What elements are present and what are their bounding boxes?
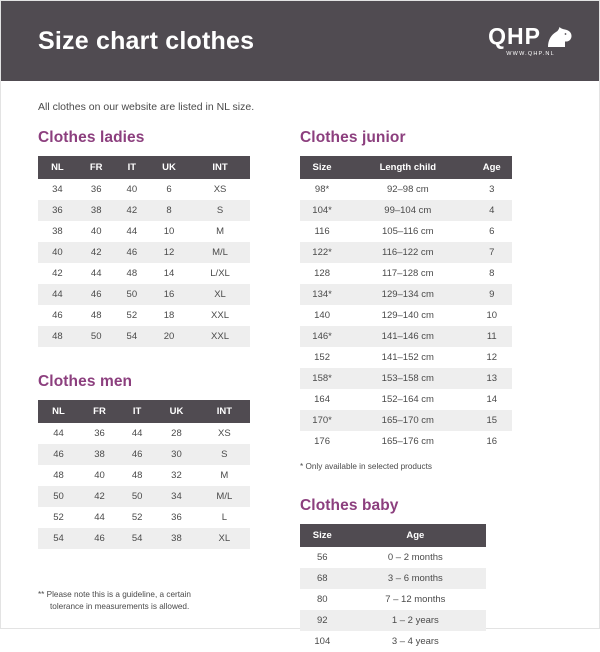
table-row bbox=[38, 221, 250, 242]
left-column bbox=[38, 129, 268, 652]
content-columns bbox=[1, 113, 599, 652]
cell: 34 bbox=[154, 486, 198, 507]
table-row bbox=[300, 284, 512, 305]
guideline-footnote bbox=[38, 589, 268, 614]
cell: 46 bbox=[38, 305, 77, 326]
table-row bbox=[38, 305, 250, 326]
cell: 54 bbox=[116, 326, 148, 347]
cell: 16 bbox=[148, 284, 190, 305]
column-header: FR bbox=[79, 400, 120, 423]
cell: 9 bbox=[472, 284, 513, 305]
right-column bbox=[300, 129, 550, 652]
cell: 158* bbox=[300, 368, 344, 389]
cell: 141–152 cm bbox=[344, 347, 471, 368]
cell: XXL bbox=[190, 326, 250, 347]
column-header: Length child bbox=[344, 156, 471, 179]
cell: 48 bbox=[120, 465, 154, 486]
column-header: IT bbox=[116, 156, 148, 179]
cell: 44 bbox=[38, 284, 77, 305]
column-header: NL bbox=[38, 156, 77, 179]
cell: 15 bbox=[472, 410, 513, 431]
column-header: NL bbox=[38, 400, 79, 423]
cell: 10 bbox=[472, 305, 513, 326]
table-row bbox=[300, 389, 512, 410]
cell: 176 bbox=[300, 431, 344, 452]
table-row bbox=[300, 221, 512, 242]
cell: 10 bbox=[148, 221, 190, 242]
cell: 28 bbox=[154, 423, 198, 444]
cell: 6 bbox=[148, 179, 190, 200]
cell: 13 bbox=[472, 368, 513, 389]
column-header: UK bbox=[148, 156, 190, 179]
cell: 1 – 2 years bbox=[345, 610, 486, 631]
cell: 46 bbox=[79, 528, 120, 549]
cell: 152–164 cm bbox=[344, 389, 471, 410]
table-clothes-ladies bbox=[38, 156, 250, 347]
cell: 128 bbox=[300, 263, 344, 284]
table-row bbox=[300, 242, 512, 263]
cell: M/L bbox=[199, 486, 250, 507]
cell: 4 bbox=[472, 200, 513, 221]
cell: 129–134 cm bbox=[344, 284, 471, 305]
logo-website: WWW.QHP.NL bbox=[506, 51, 555, 57]
cell: 12 bbox=[472, 347, 513, 368]
section-title-ladies: Clothes ladies bbox=[38, 129, 145, 146]
table-header-row bbox=[38, 400, 250, 423]
cell: 50 bbox=[116, 284, 148, 305]
cell: 48 bbox=[38, 326, 77, 347]
cell: 36 bbox=[154, 507, 198, 528]
table-row bbox=[38, 465, 250, 486]
table-row bbox=[38, 326, 250, 347]
cell: 14 bbox=[472, 389, 513, 410]
section-title-men: Clothes men bbox=[38, 373, 133, 390]
cell: 3 – 6 months bbox=[345, 568, 486, 589]
cell: 122* bbox=[300, 242, 344, 263]
cell: 129–140 cm bbox=[344, 305, 471, 326]
table-row bbox=[38, 179, 250, 200]
cell: 36 bbox=[77, 179, 116, 200]
cell: L bbox=[199, 507, 250, 528]
brand-logo bbox=[488, 25, 573, 57]
table-row bbox=[38, 528, 250, 549]
table-row bbox=[300, 263, 512, 284]
cell: M/L bbox=[190, 242, 250, 263]
table-row bbox=[300, 547, 486, 568]
column-header: INT bbox=[199, 400, 250, 423]
cell: 46 bbox=[120, 444, 154, 465]
cell: 36 bbox=[79, 423, 120, 444]
cell: 146* bbox=[300, 326, 344, 347]
cell: 16 bbox=[472, 431, 513, 452]
cell: 40 bbox=[79, 465, 120, 486]
intro-text: All clothes on our website are listed in NL size. bbox=[38, 101, 255, 113]
cell: 170* bbox=[300, 410, 344, 431]
section-title-junior: Clothes junior bbox=[300, 129, 406, 146]
cell: 153–158 cm bbox=[344, 368, 471, 389]
cell: 46 bbox=[38, 444, 79, 465]
cell: 48 bbox=[77, 305, 116, 326]
cell: M bbox=[190, 221, 250, 242]
cell: 54 bbox=[38, 528, 79, 549]
cell: 99–104 cm bbox=[344, 200, 471, 221]
cell: 0 – 2 months bbox=[345, 547, 486, 568]
table-header-row bbox=[300, 524, 486, 547]
column-header: Size bbox=[300, 524, 345, 547]
cell: 8 bbox=[148, 200, 190, 221]
junior-note: * Only available in selected products bbox=[300, 462, 432, 471]
cell: 50 bbox=[38, 486, 79, 507]
cell: 92 bbox=[300, 610, 345, 631]
cell: 34 bbox=[38, 179, 77, 200]
cell: 105–116 cm bbox=[344, 221, 471, 242]
cell: 32 bbox=[154, 465, 198, 486]
cell: 3 bbox=[472, 179, 513, 200]
cell: XS bbox=[199, 423, 250, 444]
cell: 3 – 4 years bbox=[345, 631, 486, 652]
table-row bbox=[300, 631, 486, 652]
table-row bbox=[300, 326, 512, 347]
column-header: Age bbox=[345, 524, 486, 547]
cell: 38 bbox=[38, 221, 77, 242]
cell: 38 bbox=[77, 200, 116, 221]
table-row bbox=[300, 431, 512, 452]
table-clothes-men bbox=[38, 400, 250, 549]
cell: 44 bbox=[38, 423, 79, 444]
cell: 12 bbox=[148, 242, 190, 263]
cell: 116–122 cm bbox=[344, 242, 471, 263]
cell: 48 bbox=[38, 465, 79, 486]
cell: 18 bbox=[148, 305, 190, 326]
section-title-baby: Clothes baby bbox=[300, 497, 399, 514]
cell: S bbox=[190, 200, 250, 221]
page-title: Size chart clothes bbox=[38, 26, 255, 55]
cell: 42 bbox=[38, 263, 77, 284]
page-header bbox=[1, 1, 599, 81]
column-header: Age bbox=[472, 156, 513, 179]
table-row bbox=[38, 423, 250, 444]
cell: 20 bbox=[148, 326, 190, 347]
footnote-line-2: tolerance in measurements is allowed. bbox=[50, 602, 190, 612]
cell: 140 bbox=[300, 305, 344, 326]
cell: 104* bbox=[300, 200, 344, 221]
cell: 42 bbox=[116, 200, 148, 221]
cell: 7 bbox=[472, 242, 513, 263]
cell: 44 bbox=[79, 507, 120, 528]
cell: S bbox=[199, 444, 250, 465]
cell: 48 bbox=[116, 263, 148, 284]
cell: XL bbox=[190, 284, 250, 305]
cell: 14 bbox=[148, 263, 190, 284]
cell: 98* bbox=[300, 179, 344, 200]
cell: 40 bbox=[38, 242, 77, 263]
column-header: Size bbox=[300, 156, 344, 179]
cell: 164 bbox=[300, 389, 344, 410]
cell: 40 bbox=[116, 179, 148, 200]
logo-wordmark: QHP bbox=[488, 23, 541, 49]
table-header-row bbox=[38, 156, 250, 179]
cell: XXL bbox=[190, 305, 250, 326]
column-header: INT bbox=[190, 156, 250, 179]
table-row bbox=[300, 200, 512, 221]
cell: 46 bbox=[77, 284, 116, 305]
cell: 116 bbox=[300, 221, 344, 242]
cell: 165–170 cm bbox=[344, 410, 471, 431]
table-row bbox=[300, 410, 512, 431]
cell: L/XL bbox=[190, 263, 250, 284]
table-row bbox=[38, 242, 250, 263]
horse-head-icon bbox=[545, 26, 573, 48]
cell: 11 bbox=[472, 326, 513, 347]
table-row bbox=[300, 347, 512, 368]
cell: 50 bbox=[77, 326, 116, 347]
cell: 8 bbox=[472, 263, 513, 284]
table-row bbox=[300, 368, 512, 389]
cell: XS bbox=[190, 179, 250, 200]
table-row bbox=[300, 610, 486, 631]
cell: 6 bbox=[472, 221, 513, 242]
cell: 50 bbox=[120, 486, 154, 507]
table-clothes-junior bbox=[300, 156, 512, 452]
cell: 165–176 cm bbox=[344, 431, 471, 452]
cell: XL bbox=[199, 528, 250, 549]
cell: 141–146 cm bbox=[344, 326, 471, 347]
table-row bbox=[38, 284, 250, 305]
cell: 54 bbox=[120, 528, 154, 549]
table-row bbox=[300, 179, 512, 200]
cell: 80 bbox=[300, 589, 345, 610]
table-row bbox=[38, 507, 250, 528]
cell: 30 bbox=[154, 444, 198, 465]
cell: 92–98 cm bbox=[344, 179, 471, 200]
column-header: FR bbox=[77, 156, 116, 179]
cell: 46 bbox=[116, 242, 148, 263]
cell: 52 bbox=[116, 305, 148, 326]
table-row bbox=[38, 263, 250, 284]
cell: 52 bbox=[120, 507, 154, 528]
cell: 56 bbox=[300, 547, 345, 568]
cell: 36 bbox=[38, 200, 77, 221]
cell: 52 bbox=[38, 507, 79, 528]
cell: M bbox=[199, 465, 250, 486]
cell: 7 – 12 months bbox=[345, 589, 486, 610]
table-row bbox=[38, 200, 250, 221]
cell: 44 bbox=[120, 423, 154, 444]
cell: 44 bbox=[116, 221, 148, 242]
cell: 38 bbox=[154, 528, 198, 549]
table-row bbox=[38, 486, 250, 507]
table-row bbox=[300, 589, 486, 610]
footnote-line-1: ** Please note this is a guideline, a certain bbox=[38, 590, 191, 599]
cell: 42 bbox=[79, 486, 120, 507]
cell: 104 bbox=[300, 631, 345, 652]
cell: 117–128 cm bbox=[344, 263, 471, 284]
cell: 134* bbox=[300, 284, 344, 305]
column-header: UK bbox=[154, 400, 198, 423]
table-row bbox=[300, 568, 486, 589]
cell: 42 bbox=[77, 242, 116, 263]
cell: 68 bbox=[300, 568, 345, 589]
cell: 40 bbox=[77, 221, 116, 242]
table-row bbox=[38, 444, 250, 465]
table-header-row bbox=[300, 156, 512, 179]
table-row bbox=[300, 305, 512, 326]
table-clothes-baby bbox=[300, 524, 486, 652]
cell: 152 bbox=[300, 347, 344, 368]
cell: 38 bbox=[79, 444, 120, 465]
column-header: IT bbox=[120, 400, 154, 423]
cell: 44 bbox=[77, 263, 116, 284]
